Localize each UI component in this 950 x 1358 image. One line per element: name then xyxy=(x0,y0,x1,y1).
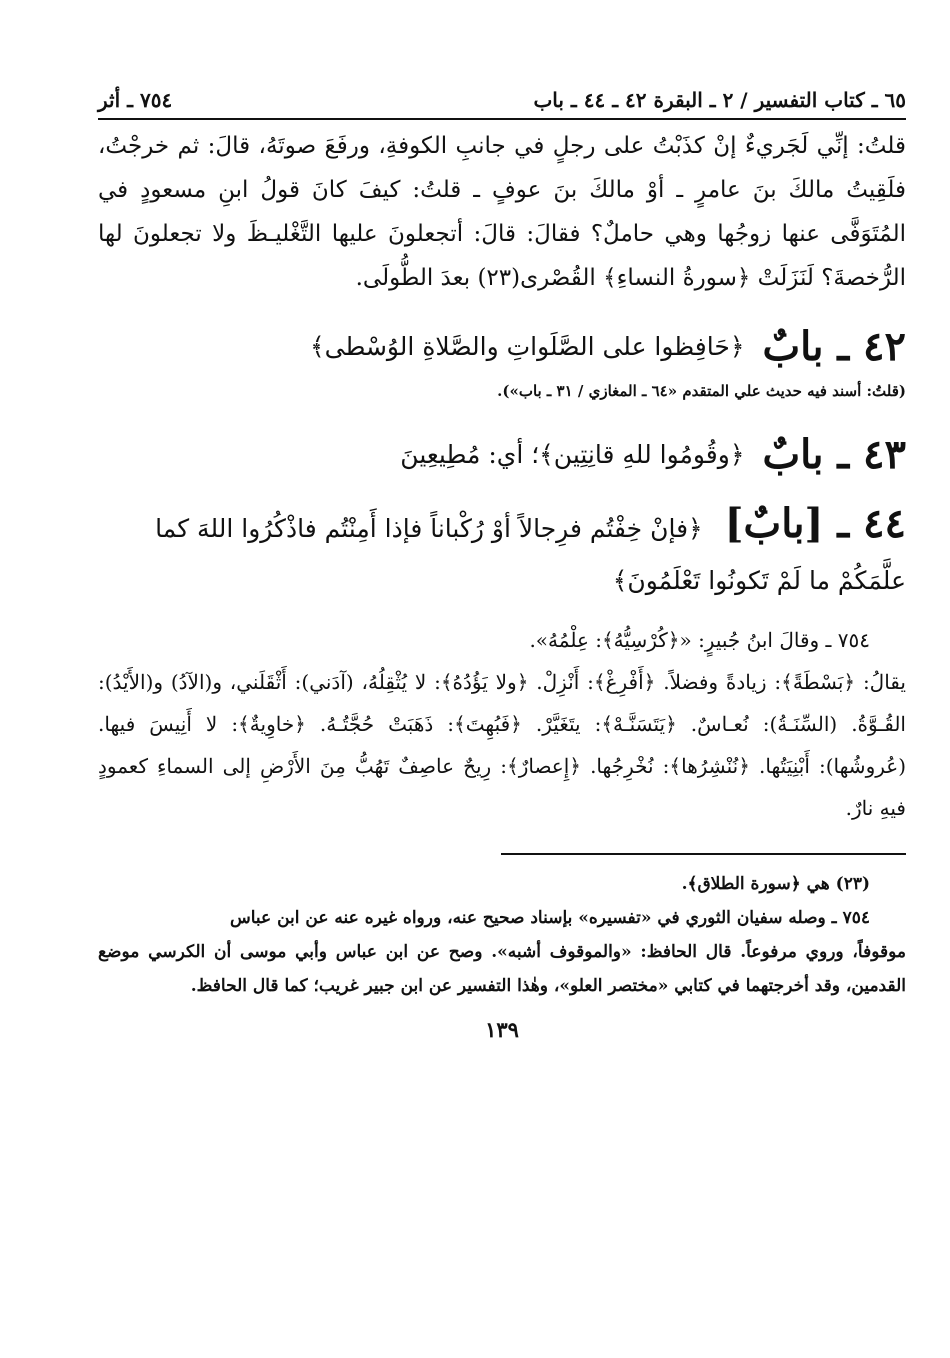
running-header xyxy=(98,88,906,120)
page-number: ١٣٩ xyxy=(485,1017,519,1042)
bab-44-heading xyxy=(98,498,906,607)
bab-43-heading xyxy=(98,430,906,480)
bab-44-number: ٤٤ ـ [بابٌ] xyxy=(724,500,906,547)
footnote-23: (٢٣) هي ﴿سورة الطلاق﴾. xyxy=(681,874,870,894)
header-chapter: ٦٥ ـ كتاب التفسير / ٢ ـ البقرة ٤٢ ـ ٤٤ ـ باب xyxy=(533,88,906,112)
footnote-754-first: ٧٥٤ ـ وصله سفيان الثوري في «تفسيره» بإسناد صحيح عنه، ورواه غيره عنه عن ابن عباس xyxy=(229,908,870,928)
hadith-754 xyxy=(98,619,906,829)
bab-44-title: ﴿فإنْ خِفْتُم فرِجالاً أوْ رُكْباناً فإذا أَمِنْتُم فاذْكُرُوا اللهَ كما علَّمَكُمْ ما لَمْ تَكونُوا تَعْلَمُونَ﴾ xyxy=(155,514,906,595)
bab-42-title: ﴿حَافِظوا على الصَّلَواتِ والصَّلاةِ الوُسْطى﴾ xyxy=(309,332,745,361)
footnotes xyxy=(98,867,906,1003)
bab-43-number: ٤٣ ـ بابٌ xyxy=(762,431,906,478)
footnote-754-rest: موقوفاً، وروي مرفوعاً. قال الحافظ: «والموقوف أشبه». وصح عن ابن عباس وأبي موسى أن الكرسي موضع القدمين، وقد أخرجتهما في كتابي «مختصر العلو»، وهٰذا التفسير عن ابن جبير غريب؛ كما قال الحافظ. xyxy=(98,942,906,996)
bab-42-heading xyxy=(98,322,906,372)
bab-42-number: ٤٢ ـ بابٌ xyxy=(762,323,906,370)
bab-42-note: (قلتُ: أسند فيه حديث علي المتقدم «٦٤ ـ المغازي / ٣١ ـ باب»). xyxy=(497,382,906,400)
footnote-separator xyxy=(501,853,906,855)
hadith-754-first-line: ٧٥٤ ـ وقالَ ابنُ جُبيرٍ: «﴿كُرْسِيُّهُ﴾: عِلْمُهُ». xyxy=(529,628,870,652)
intro-paragraph: قلتُ: إنِّي لَجَريءٌ إنْ كذَبْتُ على رجلٍ في جانبِ الكوفةِ، ورفَعَ صوتَهُ، قالَ: ثم خرجْتُ، فلَقِيتُ مالكَ بنَ عامرٍ ـ أوْ مالكَ بنَ عوفٍ ـ قلتُ: كيفَ كانَ قولُ ابنِ مسعودٍ في المُتَوَفَّى عنها زوجُها وهي حاملٌ؟ فقالَ: قالَ: أتجعلونَ عليها التَّغْليـظَ ولا تجعلونَ لها الرُّخصةَ؟ لَنَزَلَتْ ﴿سورةُ النساءِ﴾ القُصْرى(٢٣) بعدَ الطُّولَى. xyxy=(98,133,906,291)
header-athar: ٧٥٤ ـ أثر xyxy=(98,88,173,112)
hadith-754-text: يقالُ: ﴿بَسْطَةً﴾: زيادةً وفضلاً. ﴿أَفْرِغْ﴾: أَنْزِلْ. ﴿ولا يَؤُدُهُ﴾: لا يُثْقِلُهُ، (آدَني): أَثْقَلَني، و(الآدُ) و(الأَيْدُ): القُـوَّةُ. (السِّنَـةُ): نُعـاسٌ. ﴿يَتَسَنَّـهْ﴾: يتَغَيَّرْ. ﴿فَبُهِتَ﴾: ذَهَبَتْ حُجَّتُـهُ. ﴿خاوِيةٌ﴾: لا أَنِيسَ فيها. (عُروشُها): أَبْنِيَتُها. ﴿نُنْشِرُها﴾: نُخْرِجُها. ﴿إِعصارٌ﴾: رِيحٌ عاصِفٌ تَهُبُّ مِنَ الأَرْضِ إلى السماءِ كعمودٍ فيهِ نارٌ. xyxy=(98,670,906,820)
book-page xyxy=(98,88,906,1042)
bab-43-title: ﴿وقُومُوا للهِ قانِتِين﴾؛ أي: مُطِيعِينَ xyxy=(400,440,745,469)
